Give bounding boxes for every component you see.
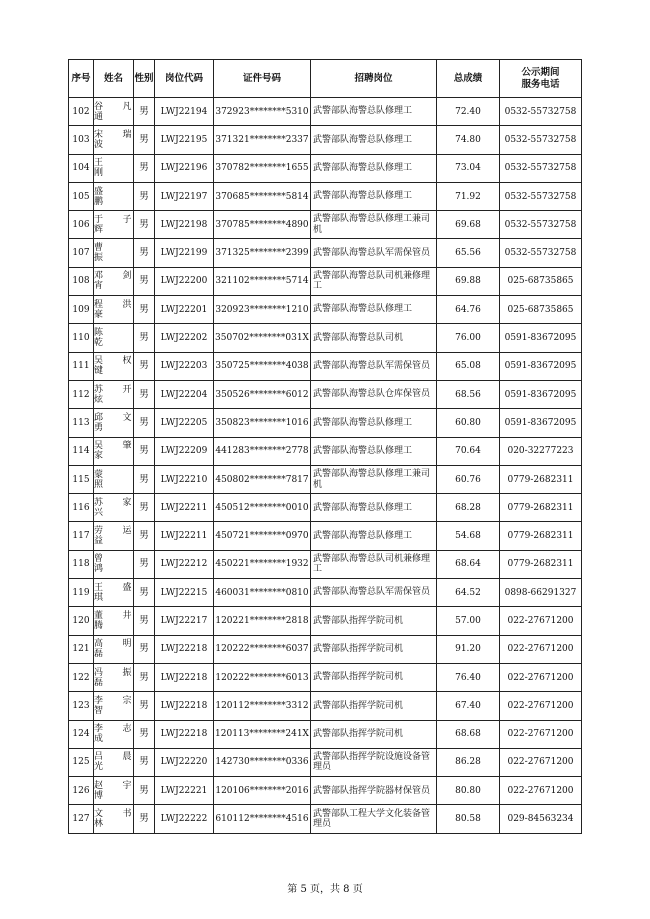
cell-name: 苏 开 炫	[94, 380, 134, 408]
cell-name: 邓 剑 宵	[94, 267, 134, 295]
cell-post-code: LWJ22202	[155, 324, 214, 352]
cell-no: 114	[69, 437, 94, 465]
cell-name: 王 刚	[94, 154, 134, 182]
cell-post: 武警部队海警总队修理工	[311, 126, 437, 154]
table-row	[69, 352, 582, 380]
cell-phone: 022-27671200	[500, 748, 582, 776]
cell-post-code: LWJ22218	[155, 720, 214, 748]
cell-score: 71.92	[437, 182, 500, 210]
cell-phone: 0532-55732758	[500, 154, 582, 182]
cell-id-number: 120222********6037	[214, 635, 311, 663]
cell-score: 68.64	[437, 550, 500, 578]
cell-score: 60.80	[437, 409, 500, 437]
header-post: 招聘岗位	[311, 60, 437, 98]
cell-sex: 男	[134, 211, 155, 239]
cell-post: 武警部队指挥学院司机	[311, 720, 437, 748]
cell-id-number: 120112********3312	[214, 692, 311, 720]
cell-score: 91.20	[437, 635, 500, 663]
cell-phone: 022-27671200	[500, 635, 582, 663]
cell-post: 武警部队海警总队修理工	[311, 296, 437, 324]
cell-score: 57.00	[437, 607, 500, 635]
cell-score: 60.76	[437, 465, 500, 493]
table-row	[69, 663, 582, 691]
cell-score: 67.40	[437, 692, 500, 720]
cell-no: 125	[69, 748, 94, 776]
table-row	[69, 324, 582, 352]
cell-id-number: 120113********241X	[214, 720, 311, 748]
cell-post: 武警部队指挥学院器材保管员	[311, 777, 437, 805]
table-row	[69, 777, 582, 805]
table-header-row	[69, 60, 582, 98]
cell-post: 武警部队海警总队修理工	[311, 494, 437, 522]
cell-id-number: 120222********6013	[214, 663, 311, 691]
cell-sex: 男	[134, 550, 155, 578]
cell-post: 武警部队海警总队修理工兼司机	[311, 465, 437, 493]
header-no: 序号	[69, 60, 94, 98]
cell-no: 103	[69, 126, 94, 154]
cell-name: 盛 鹏	[94, 182, 134, 210]
cell-post: 武警部队海警总队司机兼修理工	[311, 550, 437, 578]
cell-score: 74.80	[437, 126, 500, 154]
cell-phone: 0591-83672095	[500, 352, 582, 380]
cell-name: 李 宗 智	[94, 692, 134, 720]
cell-sex: 男	[134, 437, 155, 465]
cell-phone: 0898-66291327	[500, 579, 582, 607]
cell-post-code: LWJ22203	[155, 352, 214, 380]
cell-no: 118	[69, 550, 94, 578]
cell-phone: 0591-83672095	[500, 324, 582, 352]
cell-id-number: 371325********2399	[214, 239, 311, 267]
cell-phone: 022-27671200	[500, 692, 582, 720]
table-row	[69, 692, 582, 720]
cell-score: 72.40	[437, 98, 500, 126]
cell-phone: 0532-55732758	[500, 98, 582, 126]
cell-post-code: LWJ22220	[155, 748, 214, 776]
cell-name: 曹 振	[94, 239, 134, 267]
cell-sex: 男	[134, 239, 155, 267]
cell-score: 80.58	[437, 805, 500, 833]
cell-sex: 男	[134, 635, 155, 663]
cell-name: 李 志 成	[94, 720, 134, 748]
cell-score: 76.40	[437, 663, 500, 691]
cell-no: 111	[69, 352, 94, 380]
cell-name: 文 书 林	[94, 805, 134, 833]
cell-score: 65.56	[437, 239, 500, 267]
cell-sex: 男	[134, 324, 155, 352]
cell-sex: 男	[134, 692, 155, 720]
cell-post: 武警部队海警总队修理工	[311, 154, 437, 182]
header-post-code: 岗位代码	[155, 60, 214, 98]
cell-post: 武警部队海警总队修理工兼司机	[311, 211, 437, 239]
cell-phone: 022-27671200	[500, 607, 582, 635]
cell-phone: 0532-55732758	[500, 211, 582, 239]
cell-post-code: LWJ22201	[155, 296, 214, 324]
cell-score: 64.76	[437, 296, 500, 324]
cell-score: 64.52	[437, 579, 500, 607]
cell-post-code: LWJ22209	[155, 437, 214, 465]
cell-score: 76.00	[437, 324, 500, 352]
cell-sex: 男	[134, 579, 155, 607]
cell-name: 宋 瑞 波	[94, 126, 134, 154]
cell-phone: 022-27671200	[500, 720, 582, 748]
cell-post-code: LWJ22210	[155, 465, 214, 493]
cell-phone: 0591-83672095	[500, 409, 582, 437]
cell-post-code: LWJ22196	[155, 154, 214, 182]
cell-post: 武警部队海警总队司机兼修理工	[311, 267, 437, 295]
table-row	[69, 296, 582, 324]
cell-id-number: 350725********4038	[214, 352, 311, 380]
cell-post-code: LWJ22194	[155, 98, 214, 126]
cell-sex: 男	[134, 126, 155, 154]
table-row	[69, 635, 582, 663]
cell-no: 127	[69, 805, 94, 833]
cell-sex: 男	[134, 522, 155, 550]
cell-sex: 男	[134, 465, 155, 493]
cell-phone: 0532-55732758	[500, 126, 582, 154]
cell-phone: 0779-2682311	[500, 550, 582, 578]
cell-id-number: 450512********0010	[214, 494, 311, 522]
cell-no: 126	[69, 777, 94, 805]
cell-post-code: LWJ22200	[155, 267, 214, 295]
cell-name: 赵 宇 博	[94, 777, 134, 805]
cell-sex: 男	[134, 380, 155, 408]
cell-no: 102	[69, 98, 94, 126]
cell-sex: 男	[134, 182, 155, 210]
cell-post-code: LWJ22222	[155, 805, 214, 833]
cell-post-code: LWJ22197	[155, 182, 214, 210]
cell-id-number: 372923********5310	[214, 98, 311, 126]
cell-id-number: 350702********031X	[214, 324, 311, 352]
cell-no: 112	[69, 380, 94, 408]
cell-id-number: 370785********4890	[214, 211, 311, 239]
cell-phone: 022-27671200	[500, 777, 582, 805]
cell-sex: 男	[134, 154, 155, 182]
cell-id-number: 370782********1655	[214, 154, 311, 182]
cell-post: 武警部队指挥学院司机	[311, 607, 437, 635]
cell-score: 54.68	[437, 522, 500, 550]
cell-post: 武警部队海警总队修理工	[311, 522, 437, 550]
cell-id-number: 350823********1016	[214, 409, 311, 437]
table-row	[69, 805, 582, 833]
cell-sex: 男	[134, 720, 155, 748]
cell-phone: 022-27671200	[500, 663, 582, 691]
cell-post: 武警部队海警总队修理工	[311, 98, 437, 126]
cell-no: 123	[69, 692, 94, 720]
cell-sex: 男	[134, 352, 155, 380]
cell-post: 武警部队海警总队司机	[311, 324, 437, 352]
cell-id-number: 142730********0336	[214, 748, 311, 776]
cell-post: 武警部队工程大学文化装备管理员	[311, 805, 437, 833]
cell-id-number: 460031********0810	[214, 579, 311, 607]
cell-sex: 男	[134, 777, 155, 805]
cell-no: 110	[69, 324, 94, 352]
header-name: 姓名	[94, 60, 134, 98]
header-phone: 公示期间 服务电话	[500, 60, 582, 98]
cell-phone: 025-68735865	[500, 267, 582, 295]
table-row	[69, 211, 582, 239]
cell-id-number: 450721********0970	[214, 522, 311, 550]
cell-sex: 男	[134, 805, 155, 833]
cell-name: 吕 晨 光	[94, 748, 134, 776]
cell-score: 70.64	[437, 437, 500, 465]
cell-name: 于 子 辉	[94, 211, 134, 239]
cell-name: 邱 文 勇	[94, 409, 134, 437]
cell-post: 武警部队指挥学院司机	[311, 663, 437, 691]
cell-id-number: 450802********7817	[214, 465, 311, 493]
cell-name: 董 井 腾	[94, 607, 134, 635]
recruitment-table	[68, 59, 582, 834]
cell-no: 108	[69, 267, 94, 295]
cell-post: 武警部队指挥学院司机	[311, 692, 437, 720]
cell-id-number: 450221********1932	[214, 550, 311, 578]
cell-phone: 0779-2682311	[500, 494, 582, 522]
cell-no: 119	[69, 579, 94, 607]
table-row	[69, 126, 582, 154]
cell-phone: 0591-83672095	[500, 380, 582, 408]
cell-post: 武警部队海警总队军需保管员	[311, 239, 437, 267]
cell-no: 104	[69, 154, 94, 182]
cell-score: 69.68	[437, 211, 500, 239]
cell-post-code: LWJ22205	[155, 409, 214, 437]
cell-post-code: LWJ22218	[155, 692, 214, 720]
cell-no: 109	[69, 296, 94, 324]
cell-post: 武警部队海警总队修理工	[311, 182, 437, 210]
cell-phone: 0779-2682311	[500, 465, 582, 493]
table-row	[69, 579, 582, 607]
header-id-number: 证件号码	[214, 60, 311, 98]
cell-post: 武警部队海警总队军需保管员	[311, 352, 437, 380]
cell-post: 武警部队海警总队修理工	[311, 409, 437, 437]
cell-phone: 029-84563234	[500, 805, 582, 833]
cell-no: 122	[69, 663, 94, 691]
cell-id-number: 321102********5714	[214, 267, 311, 295]
cell-no: 113	[69, 409, 94, 437]
cell-post-code: LWJ22204	[155, 380, 214, 408]
cell-no: 124	[69, 720, 94, 748]
cell-post-code: LWJ22195	[155, 126, 214, 154]
cell-post: 武警部队海警总队修理工	[311, 437, 437, 465]
cell-sex: 男	[134, 607, 155, 635]
cell-score: 73.04	[437, 154, 500, 182]
cell-id-number: 120106********2016	[214, 777, 311, 805]
table-row	[69, 182, 582, 210]
cell-post-code: LWJ22211	[155, 494, 214, 522]
cell-sex: 男	[134, 494, 155, 522]
cell-id-number: 441283********2778	[214, 437, 311, 465]
table-row	[69, 720, 582, 748]
cell-id-number: 610112********4516	[214, 805, 311, 833]
cell-name: 陈 乾	[94, 324, 134, 352]
cell-id-number: 350526********6012	[214, 380, 311, 408]
cell-name: 谷 凡 通	[94, 98, 134, 126]
cell-name: 蒙 照	[94, 465, 134, 493]
table-row	[69, 465, 582, 493]
cell-phone: 0532-55732758	[500, 239, 582, 267]
table-row	[69, 154, 582, 182]
cell-post-code: LWJ22215	[155, 579, 214, 607]
table-row	[69, 409, 582, 437]
cell-score: 65.08	[437, 352, 500, 380]
page-footer: 第 5 页，共 8 页	[287, 884, 363, 895]
cell-no: 120	[69, 607, 94, 635]
table-row	[69, 437, 582, 465]
cell-post: 武警部队指挥学院设施设备管理员	[311, 748, 437, 776]
cell-name: 曾 鸿	[94, 550, 134, 578]
recruitment-table-container	[68, 59, 581, 834]
table-row	[69, 239, 582, 267]
cell-phone: 020-32277223	[500, 437, 582, 465]
cell-name: 劳 运 益	[94, 522, 134, 550]
cell-post: 武警部队海警总队军需保管员	[311, 579, 437, 607]
cell-score: 68.28	[437, 494, 500, 522]
cell-name: 冯 振 磊	[94, 663, 134, 691]
cell-name: 程 洪 豪	[94, 296, 134, 324]
cell-name: 王 盛 琪	[94, 579, 134, 607]
cell-post-code: LWJ22218	[155, 635, 214, 663]
cell-no: 121	[69, 635, 94, 663]
cell-sex: 男	[134, 296, 155, 324]
cell-no: 115	[69, 465, 94, 493]
cell-sex: 男	[134, 663, 155, 691]
table-row	[69, 494, 582, 522]
cell-sex: 男	[134, 267, 155, 295]
cell-phone: 0532-55732758	[500, 182, 582, 210]
cell-no: 105	[69, 182, 94, 210]
cell-sex: 男	[134, 748, 155, 776]
cell-name: 苏 家 兴	[94, 494, 134, 522]
cell-post-code: LWJ22211	[155, 522, 214, 550]
cell-no: 117	[69, 522, 94, 550]
cell-sex: 男	[134, 98, 155, 126]
cell-sex: 男	[134, 409, 155, 437]
cell-phone: 0779-2682311	[500, 522, 582, 550]
cell-score: 86.28	[437, 748, 500, 776]
cell-post-code: LWJ22217	[155, 607, 214, 635]
table-row	[69, 607, 582, 635]
cell-score: 68.68	[437, 720, 500, 748]
table-row	[69, 522, 582, 550]
cell-phone: 025-68735865	[500, 296, 582, 324]
table-row	[69, 550, 582, 578]
cell-name: 吴 权 键	[94, 352, 134, 380]
cell-post-code: LWJ22212	[155, 550, 214, 578]
cell-post-code: LWJ22221	[155, 777, 214, 805]
cell-post-code: LWJ22198	[155, 211, 214, 239]
cell-post: 武警部队海警总队仓库保管员	[311, 380, 437, 408]
table-row	[69, 380, 582, 408]
cell-id-number: 370685********5814	[214, 182, 311, 210]
cell-post-code: LWJ22218	[155, 663, 214, 691]
cell-name: 高 明 磊	[94, 635, 134, 663]
cell-post-code: LWJ22199	[155, 239, 214, 267]
cell-id-number: 371321********2337	[214, 126, 311, 154]
table-row	[69, 98, 582, 126]
header-score: 总成绩	[437, 60, 500, 98]
cell-id-number: 120221********2818	[214, 607, 311, 635]
table-row	[69, 748, 582, 776]
cell-post: 武警部队指挥学院司机	[311, 635, 437, 663]
cell-name: 吴 肇 家	[94, 437, 134, 465]
cell-no: 107	[69, 239, 94, 267]
header-sex: 性别	[134, 60, 155, 98]
cell-score: 68.56	[437, 380, 500, 408]
cell-id-number: 320923********1210	[214, 296, 311, 324]
cell-score: 69.88	[437, 267, 500, 295]
cell-no: 116	[69, 494, 94, 522]
cell-score: 80.80	[437, 777, 500, 805]
cell-no: 106	[69, 211, 94, 239]
table-row	[69, 267, 582, 295]
